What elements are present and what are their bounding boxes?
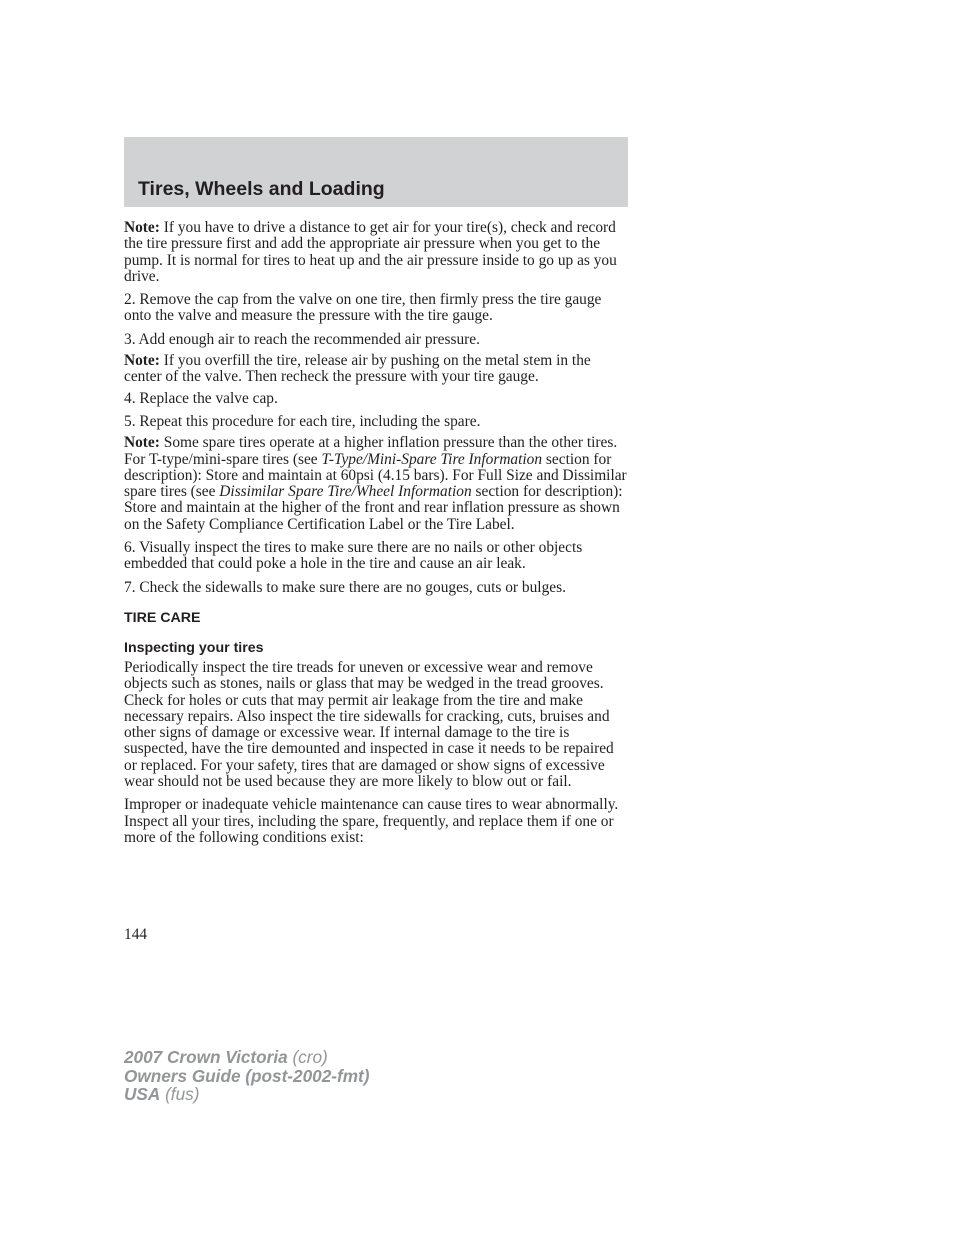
note-text: section for description): Store and maintain at 60psi (4.15 bars). For Full Size and Dissimilar spare tires (see	[124, 450, 627, 501]
cross-reference-link: Dissimilar Spare Tire/Wheel Information	[219, 483, 472, 501]
footer-guide: Owners Guide (post-2002-fmt)	[124, 1065, 370, 1086]
step-2: 2. Remove the cap from the valve on one tire, then firmly press the tire gauge onto the valve and measure the pressure with the tire gauge.	[124, 291, 602, 325]
step-5: 5. Repeat this procedure for each tire, including the spare.	[124, 412, 481, 430]
note-text: section for description): Store and maintain at the higher of the front and rear inflation pressure as shown on the Safety Compliance Certification Label or the Tire Label.	[124, 483, 623, 533]
note-text: If you overfill the tire, release air by pushing on the metal stem in the center of the valve. Then recheck the pressure with your tire gauge.	[124, 352, 591, 386]
document-footer	[124, 1048, 369, 1104]
footer-market-code: (fus)	[160, 1084, 200, 1105]
note-spare-pressure	[124, 435, 630, 533]
note-label: Note:	[124, 219, 160, 236]
heading-tire-care: TIRE CARE	[124, 609, 201, 626]
section-header-band	[124, 137, 628, 207]
paragraph-inspect: Periodically inspect the tire treads for uneven or excessive wear and remove objects such as stones, nails or glass that may be wedged in the tread grooves. Check for holes or cuts that may permit air leakage from the tire and make necessary repairs. Also inspect the tire sidewalls for cracking, cuts, bruises and other signs of damage or excessive wear. If internal damage to the tire is suspected, have the tire demounted and inspected in case it needs to be repaired or replaced. For your safety, tires that are damaged or show signs of excessive wear should not be used because they are more likely to blow out or fail.	[124, 658, 614, 791]
note-fuel-stop	[124, 220, 630, 285]
page-number: 144	[124, 926, 148, 943]
step-4: 4. Replace the valve cap.	[124, 389, 278, 407]
heading-inspecting-tires: Inspecting your tires	[124, 639, 264, 656]
footer-model: 2007 Crown Victoria	[124, 1047, 288, 1067]
note-label: Note:	[124, 352, 160, 370]
footer-model-code: (cro)	[287, 1047, 328, 1067]
footer-line-3	[124, 1085, 369, 1104]
footer-line-1	[124, 1048, 369, 1067]
cross-reference-link: T-Type/Mini-Spare Tire Information	[321, 450, 543, 468]
note-overfill	[124, 353, 630, 386]
section-title: Tires, Wheels and Loading	[138, 178, 385, 200]
step-6: 6. Visually inspect the tires to make sure there are no nails or other objects embedded that could poke a hole in the tire and cause an air leak.	[124, 539, 583, 573]
paragraph-improper-maintenance: Improper or inadequate vehicle maintenance can cause tires to wear abnormally. Inspect all your tires, including the spare, frequently, and replace them if one or more of the following conditions exist:	[124, 796, 619, 846]
step-7: 7. Check the sidewalls to make sure there are no gouges, cuts or bulges.	[124, 578, 566, 596]
note-label: Note:	[124, 434, 160, 452]
note-text: Some spare tires operate at a higher inflation pressure than the other tires. For T-type/mini-spare tires (see	[124, 434, 618, 468]
footer-market: USA	[124, 1084, 161, 1105]
main-content	[124, 220, 630, 853]
step-3: 3. Add enough air to reach the recommended air pressure.	[124, 330, 480, 348]
footer-line-2	[124, 1067, 369, 1086]
note-text: If you have to drive a distance to get air for your tire(s), check and record the tire pressure first and add the appropriate air pressure when you get to the pump. It is normal for tires to heat up and the air pressure inside to go up as you drive.	[124, 219, 617, 285]
